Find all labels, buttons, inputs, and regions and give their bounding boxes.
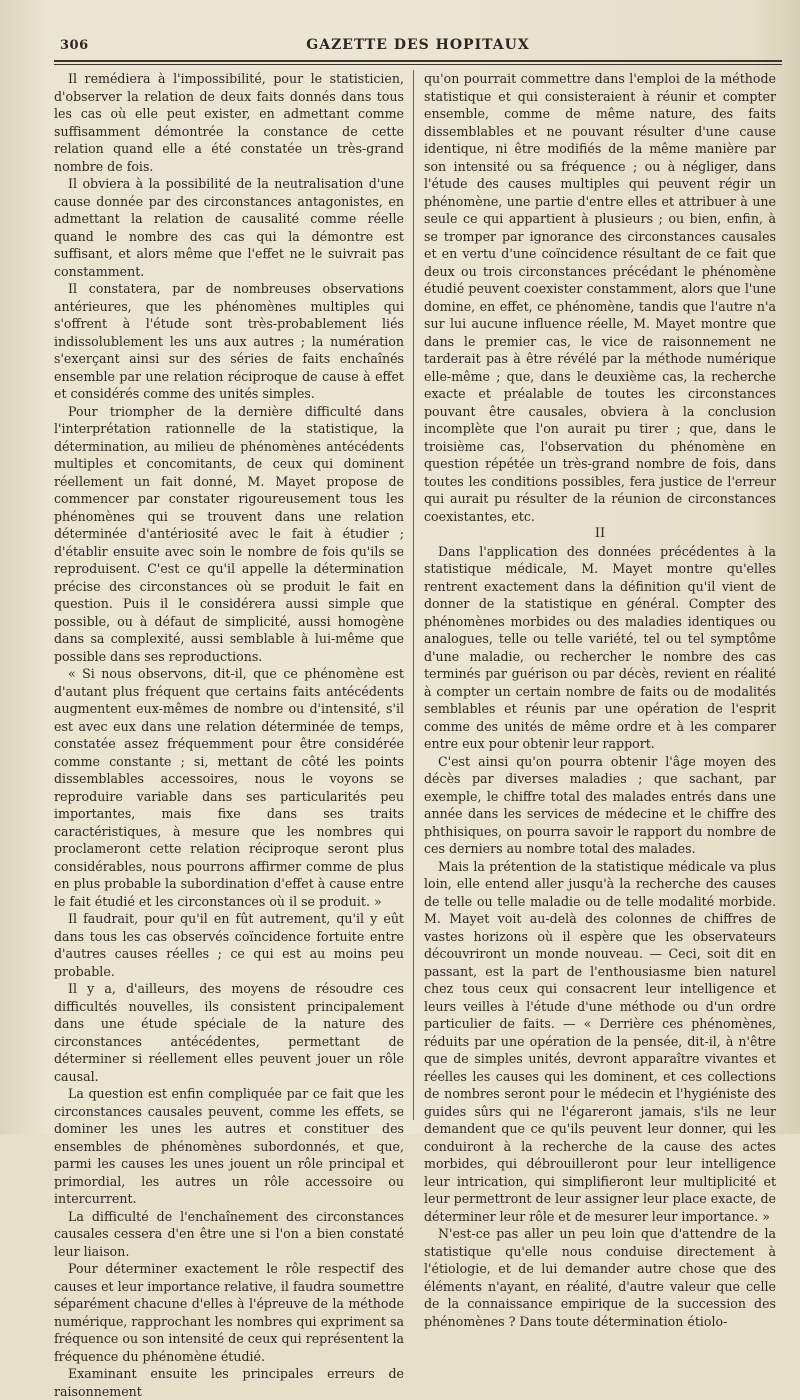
header-rule-thick bbox=[54, 60, 782, 62]
paragraph: N'est-ce pas aller un peu loin que d'attendre de la statistique qu'elle nous conduise directement à l'étiologie, et de lui demander autre chose que des éléments n'ayant, en réalité, d'autre valeur que celle de la connaissance empirique de la succession des phénomènes ? Dans toute détermination étiolo- bbox=[424, 1226, 776, 1329]
paragraph: Examinant ensuite les principales erreurs de raisonnement bbox=[54, 1366, 404, 1399]
paragraph: Pour déterminer exactement le rôle respectif des causes et leur importance relative, il faudra soumettre séparément chacune d'elles à l'épreuve de la méthode numérique, rapprochant les nombres qui expriment sa fréquence ou son intensité de ceux qui représentent la fréquence du phénomène étudié. bbox=[54, 1261, 404, 1364]
paragraph: C'est ainsi qu'on pourra obtenir l'âge moyen des décès par diverses maladies ; que sachant, par exemple, le chiffre total des malades entrés dans une année dans les services de médecine et le chiffre des phthisiques, on pourra savoir le rapport du nombre de ces derniers au nombre total des malades. bbox=[424, 753, 776, 856]
paragraph: Il faudrait, pour qu'il en fût autrement, qu'il y eût dans tous les cas observés coïncidence fortuite entre d'autres causes réelles ; ce qui est au moins peu probable. bbox=[54, 911, 404, 979]
header-rule-thin bbox=[54, 64, 782, 65]
paragraph: Mais la prétention de la statistique médicale va plus loin, elle entend aller jusqu'à la recherche des causes de telle ou telle maladie ou de telle modalité morbide. M. Mayet voit au-delà des colonnes de chiffres de vastes horizons où il espère que les observateurs découvriront un monde nouveau. — Ceci, soit dit en passant, est la part de l'enthousiasme bien naturel chez tous ceux qui consacrent leur intelligence et leurs veilles à l'étude d'une méthode ou d'un ordre particulier de faits. — « Derrière ces phénomènes, réduits par une opération de la pensée, dit-il, à n'être que de simples unités, devront apparaître vivantes et réelles les causes qui les dominent, et ces collections de nombres seront pour le médecin et l'hygiéniste des guides sûrs qui ne l'égareront jamais, s'ils ne leur demandent que ce qu'ils peuvent leur donner, qui les conduiront à la recherche de la cause des actes morbides, qui débrouilleront pour leur intelligence leur intrication, qui simplifieront leur multiplicité et leur permettront de leur assigner leur place exacte, de déterminer leur rôle et de mesurer leur importance. » bbox=[424, 858, 776, 1224]
paragraph: Pour triompher de la dernière difficulté dans l'interprétation rationnelle de la statistique, la détermination, au milieu de phénomènes antécédents multiples et concomitants, de ceux qui dominent réellement un fait donné, M. Mayet propose de commencer par constater rigoureusement tous les phénomènes qui se trouvent dans une relation déterminée d'antériosité avec le fait à étudier ; d'établir ensuite avec soin le nombre de fois qu'ils se reproduisent. C'est ce qu'il appelle la détermination précise des circonstances où se produit le fait en question. Puis il le considérera aussi simple que possible, ou à défaut de simplicité, aussi homogène dans sa complexité, aussi semblable à lui-même que possible dans ses reproductions. bbox=[54, 403, 404, 664]
journal-title: GAZETTE DES HOPITAUX bbox=[306, 37, 530, 53]
paragraph: Dans l'application des données précédentes à la statistique médicale, M. Mayet montre qu'elles rentrent exactement dans la définition qu'il vient de donner de la statistique en général. Compter des phénomènes morbides ou des maladies identiques ou analogues, telle ou telle variété, tel ou tel symptôme d'une maladie, ou rechercher le nombre des cas terminés par guérison ou par décès, revient en réalité à compter un certain nombre de faits ou de modalités semblables et réunis par une opération de l'esprit comme des unités de même ordre et à les comparer entre eux pour obtenir leur rapport. bbox=[424, 543, 776, 751]
quotation-paragraph: « Si nous observons, dit-il, que ce phénomène est d'autant plus fréquent que certains faits antécédents augmentent eux-mêmes de nombre ou d'intensité, s'il est avec eux dans une relation déterminée de temps, constatée assez fréquemment pour être considérée comme constante ; si, mettant de côté les points dissemblables accessoires, nous le voyons se reproduire variable dans ses particularités peu importantes, mais fixe dans ses traits caractéristiques, à mesure que les nombres qui proclameront cette relation réciproque seront plus considérables, nous pourrons affirmer comme de plus en plus probable la subordination d'effet à cause entre le fait étudié et les circonstances où il se produit. » bbox=[54, 666, 404, 909]
column-divider bbox=[413, 70, 414, 1120]
page-number: 306 bbox=[60, 38, 89, 53]
page-header bbox=[54, 36, 782, 58]
left-column bbox=[54, 70, 404, 1400]
paragraph: La difficulté de l'enchaînement des circonstances causales cessera d'en être une si l'on a bien constaté leur liaison. bbox=[54, 1208, 404, 1259]
paragraph: Il y a, d'ailleurs, des moyens de résoudre ces difficultés nouvelles, ils consistent principalement dans une étude spéciale de la nature des circonstances antécédentes, permettant de déterminer si réellement elles peuvent jouer un rôle causal. bbox=[54, 981, 404, 1084]
right-column bbox=[424, 70, 776, 1330]
section-heading: II bbox=[594, 526, 606, 541]
paragraph: Il remédiera à l'impossibilité, pour le statisticien, d'observer la relation de deux faits donnés dans tous les cas où elle peut exister, en admettant comme suffisamment démontrée la constance de cette relation quand elle a été constatée un très-grand nombre de fois. bbox=[54, 71, 404, 174]
paragraph: Il constatera, par de nombreuses observations antérieures, que les phénomènes multiples qui s'offrent à l'étude sont très-probablement liés indissolublement les uns aux autres ; la numération s'exerçant ainsi sur des séries de faits enchaînés ensemble par une relation réciproque de cause à effet et considérés comme des unités simples. bbox=[54, 281, 404, 401]
continued-paragraph: qu'on pourrait commettre dans l'emploi de la méthode statistique et qui consisteraient à réunir et compter ensemble, comme de même nature, des faits dissemblables et ne pouvant résulter d'une cause identique, ni être modifiés de la même manière par son intensité ou sa fréquence ; ou à négliger, dans l'étude des causes multiples qui peuvent régir un phénomène, une partie d'entre elles et attribuer à une seule ce qui appartient à plusieurs ; ou bien, enfin, à se tromper par ignorance des circonstances causales et en vertu d'une coïncidence résultant de ce fait que deux ou trois circonstances précédant le phénomène étudié peuvent coexister constamment, alors que l'une domine, en effet, ce phénomène, tandis que l'autre n'a sur lui aucune influence réelle, M. Mayet montre que dans le premier cas, le vice de raisonnement ne tarderait pas à être révélé par la méthode numérique elle-même ; que, dans le deuxième cas, la recherche exacte et préalable de toutes les circonstances pouvant être causales, obviera à la conclusion incomplète que l'on aurait pu tirer ; que, dans le troisième cas, l'observation du phénomène en question répétée un très-grand nombre de fois, dans toutes les conditions possibles, fera justice de l'erreur qui aurait pu résulter de la réunion de circonstances coexistantes, etc. bbox=[424, 71, 776, 524]
paragraph: La question est enfin compliquée par ce fait que les circonstances causales peuvent, comme les effets, se dominer les unes les autres et constituer des ensembles de phénomènes subordonnés, et que, parmi les causes les unes jouent un rôle principal et primordial, les autres un rôle accessoire ou intercurrent. bbox=[54, 1086, 404, 1206]
paragraph: Il obviera à la possibilité de la neutralisation d'une cause donnée par des circonstances antagonistes, en admettant la relation de causalité comme réelle quand le nombre des cas qui la démontre est suffisant, et alors même que l'effet ne le suivrait pas constamment. bbox=[54, 176, 404, 279]
